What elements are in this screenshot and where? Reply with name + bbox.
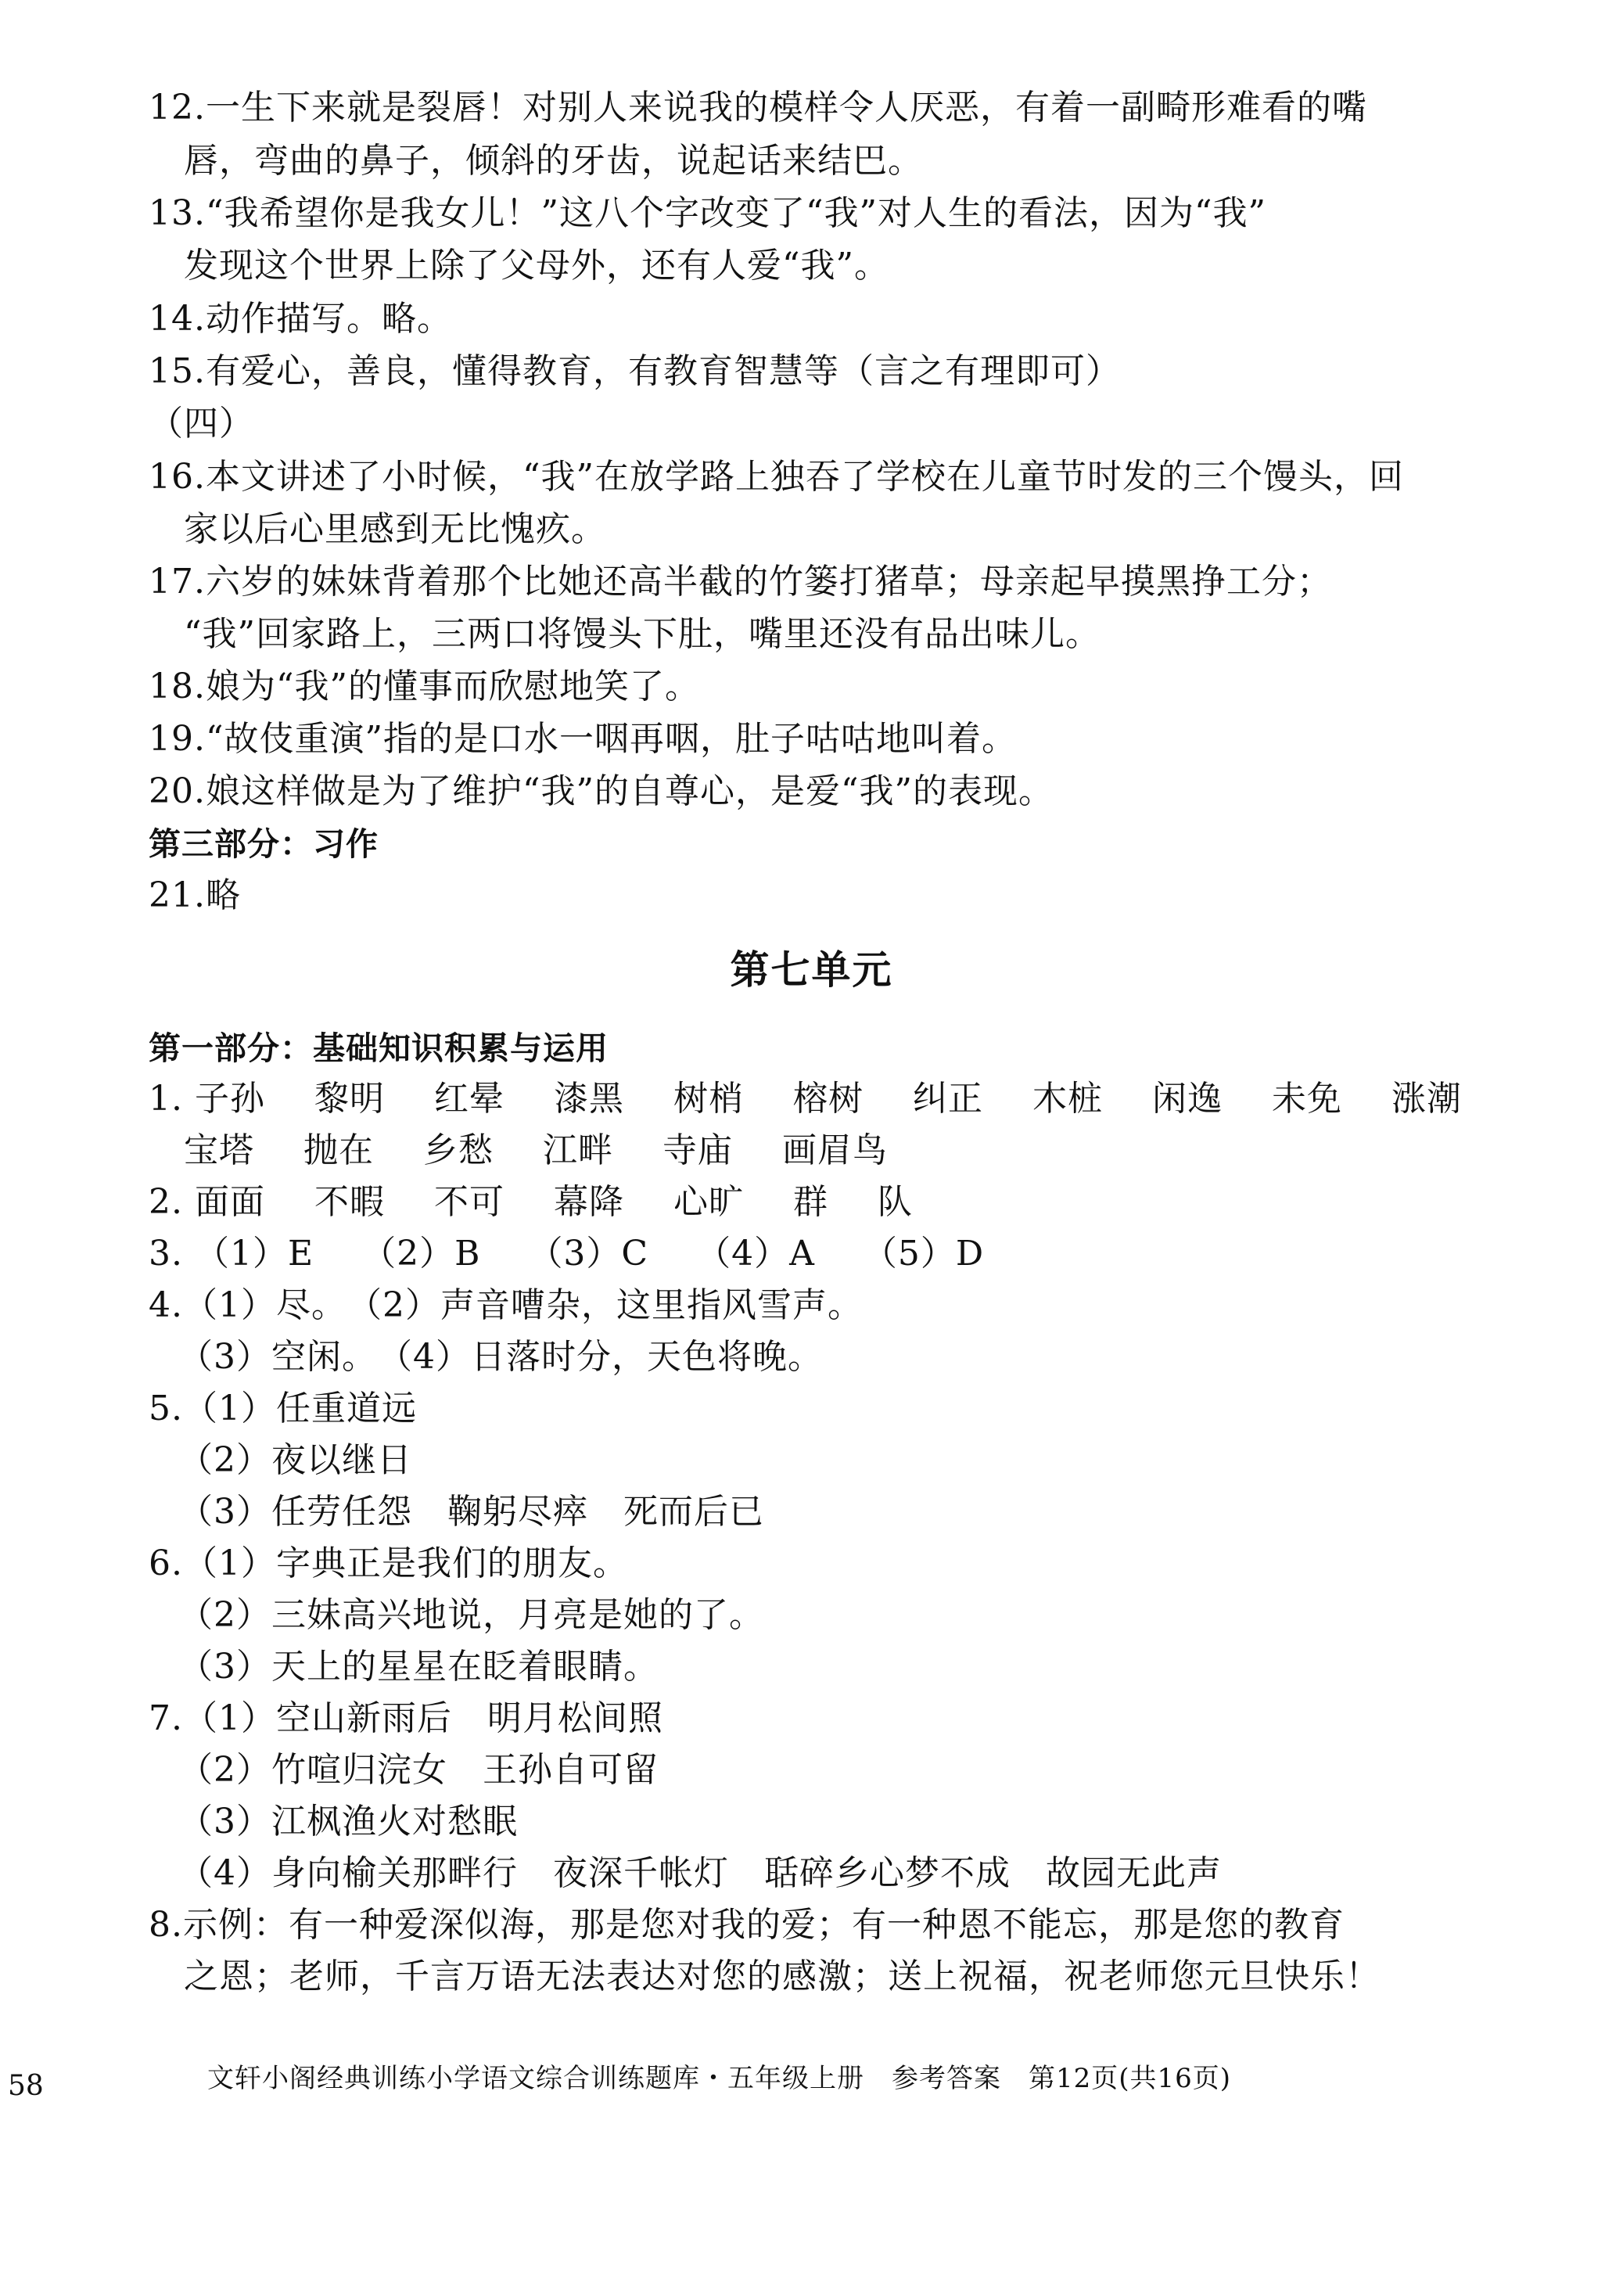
option: （3）C	[528, 1234, 649, 1274]
answer-16-line1: 16.本文讲述了小时候，“我”在放学路上独吞了学校在儿童节时发的三个馒头，回	[149, 457, 1404, 497]
word: 队	[877, 1182, 913, 1222]
answer-12-line2: 唇，弯曲的鼻子，倾斜的牙齿，说起话来结巴。	[184, 141, 923, 181]
answer-13-line1: 13.“我希望你是我女儿！”这八个字改变了“我”对人生的看法，因为“我”	[149, 193, 1266, 233]
answer-3	[149, 1231, 1020, 1277]
answer-20: 20.娘这样做是为了维护“我”的自尊心，是爱“我”的表现。	[149, 771, 1054, 811]
word: 心旷	[673, 1182, 744, 1222]
option: （4）A	[696, 1234, 815, 1274]
word: 抛在	[303, 1130, 374, 1170]
question-number: 2.	[149, 1182, 183, 1222]
part-one-heading: 第一部分：基础知识积累与运用	[149, 1029, 609, 1067]
word: 树梢	[673, 1079, 744, 1119]
option: （5）D	[862, 1234, 985, 1274]
answer-19: 19.“故伎重演”指的是口水一咽再咽，肚子咕咕地叫着。	[149, 719, 1017, 759]
word: 漆黑	[553, 1079, 624, 1119]
word: 纠正	[912, 1079, 983, 1119]
word: 木桩	[1032, 1079, 1103, 1119]
answer-5-line2: （2）夜以继日	[178, 1440, 412, 1480]
answer-15: 15.有爱心，善良，懂得教育，有教育智慧等（言之有理即可）	[149, 351, 1121, 391]
answer-6-line2: （2）三妹高兴地说，月亮是她的了。	[178, 1595, 764, 1635]
answer-6-line1: 6.（1）字典正是我们的朋友。	[149, 1543, 628, 1583]
word: 闲逸	[1151, 1079, 1223, 1119]
word: 面面	[194, 1182, 265, 1222]
answer-7-line3: （3）江枫渔火对愁眠	[178, 1802, 518, 1841]
answer-6-line3: （3）天上的星星在眨着眼睛。	[178, 1647, 659, 1687]
word: 黎明	[314, 1079, 385, 1119]
answer-7-line1: 7.（1）空山新雨后 明月松间照	[149, 1698, 663, 1738]
page-number: 58	[8, 2070, 44, 2102]
word: 子孙	[194, 1079, 265, 1119]
word: 榕树	[792, 1079, 864, 1119]
answer-5-line3: （3）任劳任怨 鞠躬尽瘁 死而后已	[178, 1492, 764, 1532]
word: 宝塔	[184, 1130, 254, 1170]
section-four-heading: （四）	[149, 404, 254, 444]
word: 不暇	[314, 1182, 385, 1222]
answer-18: 18.娘为“我”的懂事而欣慰地笑了。	[149, 667, 700, 706]
option: （2）B	[361, 1234, 481, 1274]
unit-title: 第七单元	[730, 947, 893, 993]
word: 幕降	[553, 1182, 624, 1222]
answer-1-row1	[149, 1076, 1462, 1123]
answer-5-line1: 5.（1）任重道远	[149, 1389, 417, 1428]
answer-21: 21.略	[149, 875, 241, 915]
word: 群	[792, 1182, 828, 1222]
answer-8-line2: 之恩；老师，千言万语无法表达对您的感激；送上祝福，祝老师您元旦快乐！	[184, 1956, 1381, 1996]
answer-4-line2: （3）空闲。 （4）日落时分，天色将晚。	[178, 1337, 823, 1377]
answer-14: 14.动作描写。略。	[149, 299, 452, 339]
word: 红晕	[433, 1079, 504, 1119]
answer-17-line2: “我”回家路上，三两口将馒头下肚，嘴里还没有品出味儿。	[184, 614, 1101, 654]
answer-1-row2	[184, 1127, 888, 1174]
word: 不可	[433, 1182, 504, 1222]
part-three-heading: 第三部分：习作	[149, 825, 379, 863]
answer-16-line2: 家以后心里感到无比愧疚。	[184, 509, 606, 549]
page-footer: 文轩小阁经典训练小学语文综合训练题库・五年级上册 参考答案 第12页(共16页)	[207, 2063, 1232, 2094]
answer-7-line2: （2）竹喧归浣女 王孙自可留	[178, 1750, 659, 1790]
word: 江畔	[543, 1130, 613, 1170]
option: （1）E	[194, 1234, 314, 1274]
answer-7-line4: （4）身向榆关那畔行 夜深千帐灯 聒碎乡心梦不成 故园无此声	[178, 1853, 1222, 1893]
answer-2	[149, 1179, 913, 1226]
word: 寺庙	[662, 1130, 733, 1170]
answer-8-line1: 8.示例：有一种爱深似海，那是您对我的爱；有一种恩不能忘，那是您的教育	[149, 1905, 1345, 1945]
answer-4-line1: 4.（1）尽。 （2）声音嘈杂，这里指风雪声。	[149, 1285, 863, 1325]
word: 未免	[1271, 1079, 1342, 1119]
answer-13-line2: 发现这个世界上除了父母外，还有人爱“我”。	[184, 246, 889, 286]
answer-17-line1: 17.六岁的妹妹背着那个比她还高半截的竹篓打猪草；母亲起早摸黑挣工分；	[149, 562, 1332, 602]
word: 涨潮	[1391, 1079, 1462, 1119]
answer-12-line1: 12.一生下来就是裂唇！对别人来说我的模样令人厌恶，有着一副畸形难看的嘴	[149, 88, 1367, 128]
question-number: 3.	[149, 1234, 183, 1274]
word: 画眉鸟	[782, 1130, 888, 1170]
word: 乡愁	[423, 1130, 494, 1170]
question-number: 1.	[149, 1079, 183, 1119]
